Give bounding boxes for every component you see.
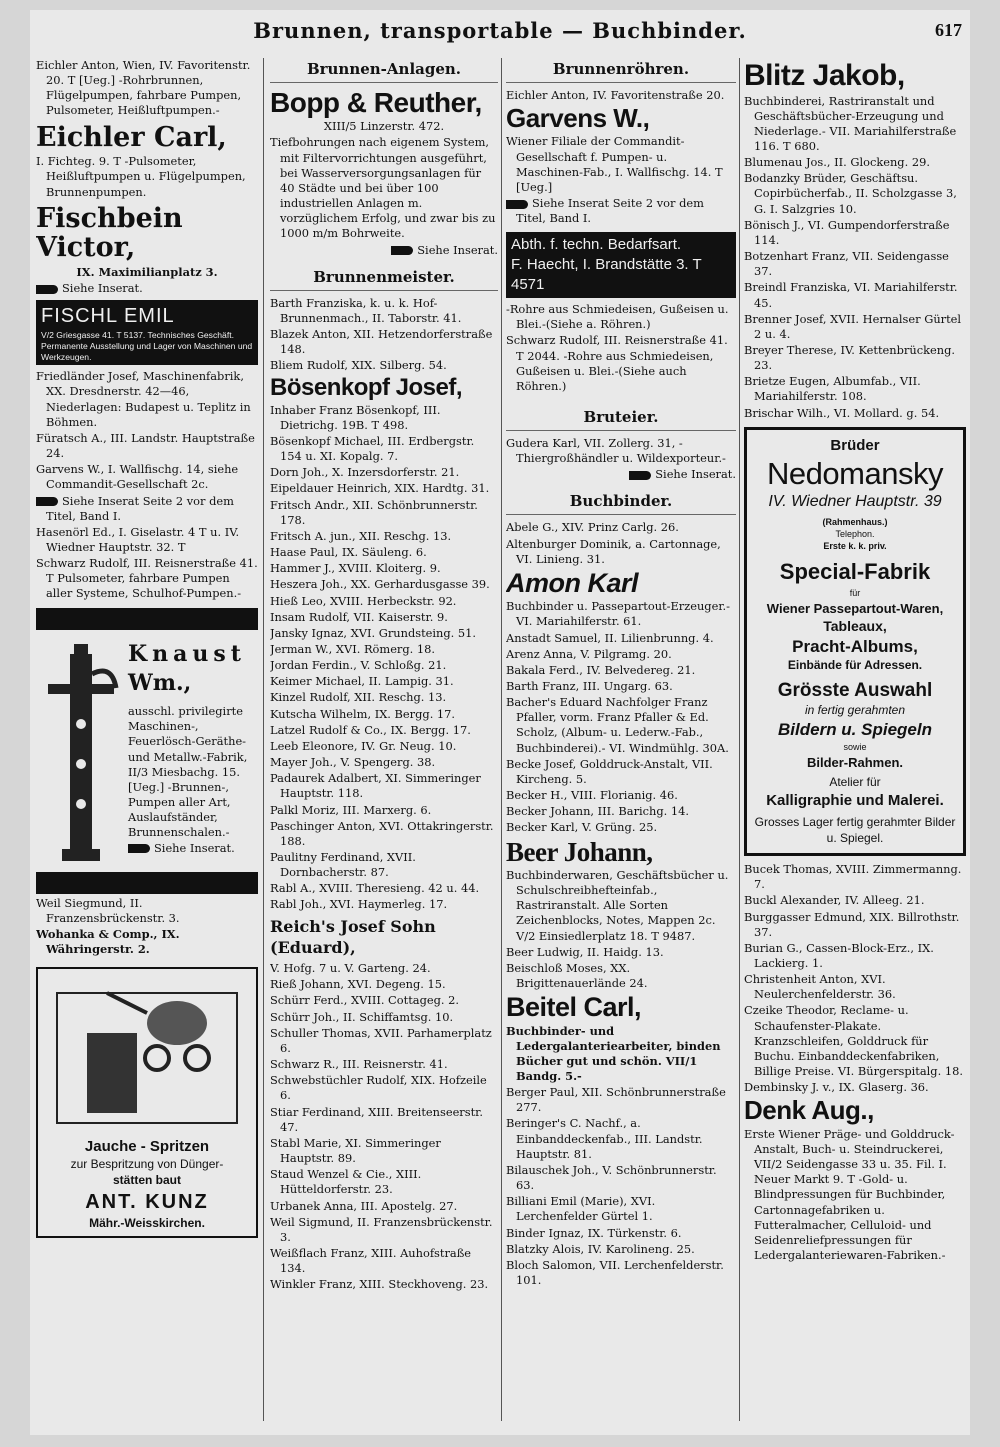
advert-line: Jauche - Spritzen xyxy=(84,1138,210,1156)
entry: Blatzky Alois, IV. Karolineng. 25. xyxy=(506,1241,695,1256)
entry: Mayer Joh., V. Spengerg. 38. xyxy=(270,755,436,770)
display-name: Beitel Carl, xyxy=(506,992,642,1023)
entry: Beringer's C. Nachf., a. Einbanddeckenfab., III. Landstr. Hauptstr. 81. xyxy=(506,1116,703,1161)
advert-line: Nedomansky xyxy=(767,455,943,491)
display-name: Reich's Josef Sohn (Eduard), xyxy=(270,916,436,957)
advert-title: Knaust xyxy=(128,640,246,667)
entry: Buchbinder u. Passepartout-Erzeuger.- VI. Mariahilferstr. 61. xyxy=(506,599,731,629)
entry: Burggasser Edmund, XIX. Billrothstr. 37. xyxy=(744,909,960,939)
entry: XIII/5 Linzerstr. 472. xyxy=(323,119,445,134)
entry: Altenburger Dominik, a. Cartonnage, VI. Linieng. 31. xyxy=(506,536,721,566)
advert-line: zur Bespritzung von Dünger- xyxy=(70,1157,224,1172)
entry: Eichler Anton, IV. Favoritenstraße 20. xyxy=(506,87,725,102)
section-heading: Brunnen-Anlagen. xyxy=(270,60,498,83)
page-number: 617 xyxy=(935,20,962,40)
entry: Insam Rudolf, VII. Kaiserstr. 9. xyxy=(270,609,448,624)
entry: Billiani Emil (Marie), XVI. Lerchenfelder Gürtel 1. xyxy=(506,1194,656,1224)
entry: Bloch Salomon, VII. Lerchenfelderstr. 101. xyxy=(506,1257,724,1288)
entry: Hasenörl Ed., I. Giselastr. 4 T u. IV. Wiedner Hauptstr. 32. T xyxy=(36,524,240,554)
column-3 xyxy=(506,58,736,1427)
entry: Erste Wiener Präge- und Golddruck-Anstalt, Buch- u. Steindruckerei, VII/2 Seidengasse 33 u. 35. Fil. I. Neuer Markt 9. T -Gold- u. Blindpressungen für Buchbinder, Cartonnagefabriken u. Futteralmacher, Celluloid- und Seidenreliefpressungen für Ledergalanteriewaren-Fabriken.- xyxy=(744,1126,955,1262)
display-name: Bösenkopf Josef, xyxy=(270,374,463,402)
advert-line: (Rahmenhaus.) xyxy=(822,516,888,527)
advert-line: Mähr.-Weisskirchen. xyxy=(89,1215,205,1230)
advert-line: IV. Wiedner Hauptstr. 39 xyxy=(768,493,942,511)
entry: Blazek Anton, XII. Hetzendorferstraße 148. xyxy=(270,326,493,357)
entry: Brischar Wilh., VI. Mollard. g. 54. xyxy=(744,405,940,420)
entry: Fritsch A. jun., XII. Reschg. 13. xyxy=(270,528,452,543)
entry: Bucek Thomas, XVIII. Zimmermanng. 7. xyxy=(744,862,962,892)
knaust-advert xyxy=(36,634,258,870)
entry: Anstadt Samuel, II. Lilienbrunng. 4. xyxy=(506,630,714,645)
entry: Eichler Anton, Wien, IV. Favoritenstr. 20. T [Ueg.] -Rohrbrunnen, Flügelpumpen, fahrbare Pumpen, Pulsometer, Heißluftpumpen.- xyxy=(36,58,251,118)
entry: Abele G., XIV. Prinz Carlg. 26. xyxy=(506,520,679,535)
entry: Weil Siegmund, II. Franzensbrückenstr. 3. xyxy=(36,895,180,925)
entry: Weißflach Franz, XIII. Auhofstraße 134. xyxy=(270,1245,472,1276)
see-advert: Siehe Inserat. xyxy=(154,840,235,855)
entry: Fritsch Andr., XII. Schönbrunnerstr. 178. xyxy=(270,497,478,527)
entry: Winkler Franz, XIII. Steckhoveng. 23. xyxy=(270,1277,489,1292)
entry: Bakala Ferd., IV. Belvedereg. 21. xyxy=(506,662,696,677)
entry: Becke Josef, Golddruck-Anstalt, VII. Kircheng. 5. xyxy=(506,756,713,786)
advert-banner xyxy=(36,872,258,894)
spray-cart-illustration xyxy=(47,973,247,1133)
entry: Padaurek Adalbert, XI. Simmeringer Hauptstr. 118. xyxy=(270,771,481,801)
kunz-advert xyxy=(36,967,258,1238)
column-rule xyxy=(263,58,264,1421)
entry: Haase Paul, IX. Säuleng. 6. xyxy=(270,545,427,560)
entry: Buckl Alexander, IV. Alleeg. 21. xyxy=(744,893,925,908)
entry: Garvens W., I. Wallfischg. 14, siehe Commandit-Gesellschaft 2c. xyxy=(36,462,239,492)
directory-page xyxy=(30,10,970,1435)
advert-title: FISCHL EMIL xyxy=(41,305,175,328)
column-4 xyxy=(744,58,966,1427)
advert-line: stätten baut xyxy=(112,1173,181,1188)
entry: Eipeldauer Heinrich, XIX. Hardtg. 31. xyxy=(270,481,490,496)
entry: Jerman W., XVI. Römerg. 18. xyxy=(270,641,436,656)
entry: Arenz Anna, V. Pilgramg. 20. xyxy=(506,646,672,661)
nedomansky-advert xyxy=(744,427,966,856)
pointing-hand-icon xyxy=(506,200,528,209)
entry: Hammer J., XVIII. Kloiterg. 9. xyxy=(270,561,441,576)
advert-line: ANT. KUNZ xyxy=(85,1191,209,1214)
pointing-hand-icon xyxy=(391,246,413,255)
entry: Becker H., VIII. Florianig. 46. xyxy=(506,788,678,803)
advert-line: Grosses Lager fertig gerahmter Bilder u. Spiegel. xyxy=(754,815,956,846)
entry: Buchbinder- und Ledergalanteriearbeiter, binden Bücher gut und schön. VII/1 Bandg. 5.- xyxy=(506,1023,721,1083)
entry: Christenheit Anton, XVI. Neulerchenfelderstr. 36. xyxy=(744,972,896,1002)
entry: Jordan Ferdin., V. Schloßg. 21. xyxy=(270,658,447,673)
entry: Beer Ludwig, II. Haidg. 13. xyxy=(506,944,664,959)
display-name: Beer Johann, xyxy=(506,836,653,867)
entry: Wohanka & Comp., IX. Währingerstr. 2. xyxy=(36,926,180,957)
see-advert: Siehe Inserat. xyxy=(62,281,143,296)
entry: Schürr Joh., II. Schiffamtsg. 10. xyxy=(270,1009,454,1024)
entry: -Rohre aus Schmiedeisen, Gußeisen u. Blei.-(Siehe a. Röhren.) xyxy=(506,302,729,332)
see-advert: Siehe Inserat. xyxy=(655,467,736,482)
advert-line: Atelier für xyxy=(829,775,881,790)
entry: Rieß Johann, XVI. Degeng. 15. xyxy=(270,977,446,992)
entry: Bliem Rudolf, XIX. Silberg. 54. xyxy=(270,358,447,373)
entry: Weil Sigmund, II. Franzensbrückenstr. 3. xyxy=(270,1214,493,1244)
section-heading: Brunnenröhren. xyxy=(506,60,736,83)
advert-line: in fertig gerahmten xyxy=(804,703,906,718)
entry: Tiefbohrungen nach eigenem System, mit Filtervorrichtungen ausgeführt, bei Wasserversorgungsanlagen für 40 Städte und bei über 100 industriellen Anlagen m. vorzüglichem Erfolg, und zwar bis zu 1000 m/m Bohrweite. xyxy=(270,135,496,241)
entry: Becker Karl, V. Grüng. 25. xyxy=(506,820,658,835)
entry: Breindl Franziska, VI. Mariahilferstr. 45. xyxy=(744,280,958,310)
entry: Schürr Ferd., XVIII. Cottageg. 2. xyxy=(270,993,460,1008)
entry: Breyer Therese, IV. Kettenbrückeng. 23. xyxy=(744,343,955,373)
entry: Palkl Moriz, III. Marxerg. 6. xyxy=(270,802,432,817)
advert-line: Erste k. k. priv. xyxy=(823,540,887,551)
advert-line: Einbände für Adressen. xyxy=(787,658,923,673)
entry: Kinzel Rudolf, XII. Reschg. 13. xyxy=(270,690,447,705)
entry: Schuller Thomas, XVII. Parhamerplatz 6. xyxy=(270,1025,492,1055)
advert-line: Bildern u. Spiegeln xyxy=(778,720,932,740)
entry: Burian G., Cassen-Block-Erz., IX. Lackierg. 1. xyxy=(744,940,934,971)
section-heading: Brunnenmeister. xyxy=(270,268,498,291)
entry: Paulitny Ferdinand, XVII. Dornbacherstr. 87. xyxy=(270,850,416,880)
column-1 xyxy=(36,58,258,1427)
advert-line: Kalligraphie und Malerei. xyxy=(766,792,944,810)
advert-box xyxy=(506,232,736,298)
advert-line: Brüder xyxy=(830,436,880,454)
entry: Schwebstüchler Rudolf, XIX. Hofzeile 6. xyxy=(270,1073,487,1103)
advert-line: Telephon. xyxy=(835,528,875,539)
pointing-hand-icon xyxy=(36,497,58,506)
display-name: Garvens W., xyxy=(506,103,650,134)
display-name: Bopp & Reuther, xyxy=(270,86,482,118)
see-advert: Siehe Inserat. xyxy=(417,242,498,257)
entry: Füratsch A., III. Landstr. Hauptstraße 24. xyxy=(36,430,255,461)
entry: Bilauschek Joh., V. Schönbrunnerstr. 63. xyxy=(506,1162,717,1193)
pump-illustration xyxy=(40,644,122,864)
entry: Becker Johann, III. Barichg. 14. xyxy=(506,804,690,819)
section-heading: Buchbinder. xyxy=(506,492,736,515)
advert-line: Grösste Auswahl xyxy=(777,680,933,702)
entry: Buchbinderei, Rastriranstalt und Geschäftsbücher-Erzeugung und Niederlage.- VII. Mariahilferstraße 116. T 680. xyxy=(744,93,957,153)
entry: Brenner Josef, XVII. Hernalser Gürtel 2 u. 4. xyxy=(744,311,962,341)
entry: IX. Maximilianplatz 3. xyxy=(76,265,218,280)
advert-line: Bilder-Rahmen. xyxy=(806,755,904,770)
entry: Urbanek Anna, III. Apostelg. 27. xyxy=(270,1198,458,1213)
entry: Berger Paul, XII. Schönbrunnerstraße 277. xyxy=(506,1085,726,1115)
entry: Friedländer Josef, Maschinenfabrik, XX. Dresdnerstr. 42—46, Niederlagen: Budapest u. Teplitz in Böhmen. xyxy=(36,369,251,429)
entry: Dorn Joh., X. Inzersdorferstr. 21. xyxy=(270,465,460,480)
column-rule xyxy=(501,58,502,1421)
entry: Barth Franz, III. Ungarg. 63. xyxy=(506,679,673,694)
pointing-hand-icon xyxy=(36,285,58,294)
section-heading: Bruteier. xyxy=(506,408,736,431)
entry: Dembinsky J. v., IX. Glaserg. 36. xyxy=(744,1080,929,1095)
entry: Schwarz R., III. Reisnerstr. 41. xyxy=(270,1057,448,1072)
advert-line: F. Haecht, I. Brandstätte 3. T 4571 xyxy=(511,256,702,294)
entry: Staud Wenzel & Cie., XIII. Hütteldorferstr. 23. xyxy=(270,1167,422,1197)
entry: V. Hofg. 7 u. V. Garteng. 24. xyxy=(270,961,431,976)
entry: Brietze Eugen, Albumfab., VII. Mariahilferstr. 108. xyxy=(744,374,921,404)
entry: Schwarz Rudolf, III. Reisnerstraße 41. T 2044. -Rohre aus Schmiedeisen, Gußeisen u. Blei.-(Siehe auch Röhren.) xyxy=(506,333,728,393)
display-name: Fischbein Victor, xyxy=(36,202,183,264)
display-name: Eichler Carl, xyxy=(36,121,227,153)
entry: Stiar Ferdinand, XIII. Breitenseerstr. 47. xyxy=(270,1104,483,1134)
entry: Keimer Michael, II. Lampig. 31. xyxy=(270,674,454,689)
advert-banner xyxy=(36,608,258,630)
entry: Rabl Joh., XVI. Haymerleg. 17. xyxy=(270,897,448,912)
entry: Hieß Leo, XVIII. Herbeckstr. 92. xyxy=(270,593,457,608)
entry: Paschinger Anton, XVI. Ottakringerstr. 188. xyxy=(270,818,494,848)
entry: Bacher's Eduard Nachfolger Franz Pfaller, vorm. Franz Pfaller & Ed. Scholz, (Album- u. Lederw.-Fab., Buchbinderei).- VI. Windmühlg. 30A. xyxy=(506,695,729,755)
entry: Stabl Marie, XI. Simmeringer Hauptstr. 89. xyxy=(270,1135,441,1166)
entry: Blumenau Jos., II. Glockeng. 29. xyxy=(744,155,930,170)
advert-line: Pracht-Albums, xyxy=(792,636,918,656)
entry: Rabl A., XVIII. Theresieng. 42 u. 44. xyxy=(270,881,480,896)
entry: Heszera Joh., XX. Gerhardusgasse 39. xyxy=(270,577,490,592)
entry: Barth Franziska, k. u. k. Hof-Brunnenmach., II. Taborstr. 41. xyxy=(270,295,462,325)
entry: Bösenkopf Michael, III. Erdbergstr. 154 u. XI. Kopalg. 7. xyxy=(270,433,475,464)
advert-line: Special-Fabrik xyxy=(779,558,931,584)
display-name: Amon Karl xyxy=(506,567,639,598)
entry: Latzel Rudolf & Co., IX. Bergg. 17. xyxy=(270,722,471,737)
entry: Wiener Filiale der Commandit-Gesellschaft f. Pumpen- u. Maschinen-Fab., I. Wallfischg. 14. T [Ueg.] xyxy=(506,134,723,194)
advert-text: ausschl. privilegirte Maschinen-, Feuerlösch-Geräthe- und Metallw.-Fabrik, II/3 Miesbachg. 15. [Ueg.] -Brunnen-, Pumpen aller Art, Auslaufständer, Brunnenschalen.- xyxy=(128,704,248,840)
entry: Bönisch J., VI. Gumpendorferstraße 114. xyxy=(744,217,950,247)
entry: Beischloß Moses, XX. Brigittenauerlände 24. xyxy=(506,960,648,991)
advert-line: Wiener Passepartout-Waren, xyxy=(766,600,944,616)
see-advert: Siehe Inserat Seite 2 vor dem Titel, Band I. xyxy=(46,493,234,523)
advert-line: sowie xyxy=(843,742,867,753)
advert-line: Tableaux, xyxy=(823,618,887,635)
advert-line: für xyxy=(849,587,861,598)
entry: I. Fichteg. 9. T -Pulsometer, Heißluftpumpen u. Flügelpumpen, Brunnenpumpen. xyxy=(36,154,246,199)
page-header: Brunnen, transportable — Buchbinder. xyxy=(253,18,747,43)
entry: Inhaber Franz Bösenkopf, III. Dietrichg. 19B. T 498. xyxy=(270,402,441,432)
pointing-hand-icon xyxy=(629,471,651,480)
pointing-hand-icon xyxy=(128,844,150,853)
entry: Bodanzky Brüder, Geschäftsu. Copirbücherfab., II. Scholzgasse 3, G. I. Salzgries 10. xyxy=(744,171,957,216)
see-advert: Siehe Inserat Seite 2 vor dem Titel, Band I. xyxy=(516,196,704,226)
entry: Botzenhart Franz, VII. Seidengasse 37. xyxy=(744,249,949,279)
column-rule xyxy=(739,58,740,1421)
column-2 xyxy=(270,58,498,1427)
advert-name: Wm., xyxy=(128,669,192,696)
display-name: Blitz Jakob, xyxy=(744,59,905,92)
advert-text: V/2 Griesgasse 41. T 5137. Technisches Geschäft. Permanente Ausstellung und Lager von Maschinen und Werkzeugen. xyxy=(41,330,253,362)
entry: Buchbinderwaren, Geschäftsbücher u. Schulschreibhefteinfab., Rastriranstalt. Alle Sorten Zeichenblocks, Notes, Mappen 2c. V/2 Einsiedlerplatz 18. T 9487. xyxy=(506,867,729,943)
entry: Jansky Ignaz, XVI. Grundsteing. 51. xyxy=(270,625,477,640)
entry: Schwarz Rudolf, III. Reisnerstraße 41. T Pulsometer, fahrbare Pumpen aller Systeme, Schulhof-Pumpen.- xyxy=(36,556,258,601)
entry: Binder Ignaz, IX. Türkenstr. 6. xyxy=(506,1225,682,1240)
advert-line: Abth. f. techn. Bedarfsart. xyxy=(511,236,682,254)
entry: Gudera Karl, VII. Zollerg. 31, -Thiergroßhändler u. Wildexporteur.- xyxy=(506,436,726,466)
advert-box xyxy=(36,300,258,365)
entry: Leeb Eleonore, IV. Gr. Neug. 10. xyxy=(270,738,457,753)
display-name: Denk Aug., xyxy=(744,1095,874,1126)
entry: Kutscha Wilhelm, IX. Bergg. 17. xyxy=(270,706,456,721)
entry: Czeike Theodor, Reclame- u. Schaufenster-Plakate. Kranzschleifen, Golddruck für Buchu. Einbanddeckenfabriken, Billige Preise. VI. Bürgerspitalg. 18. xyxy=(744,1003,963,1079)
